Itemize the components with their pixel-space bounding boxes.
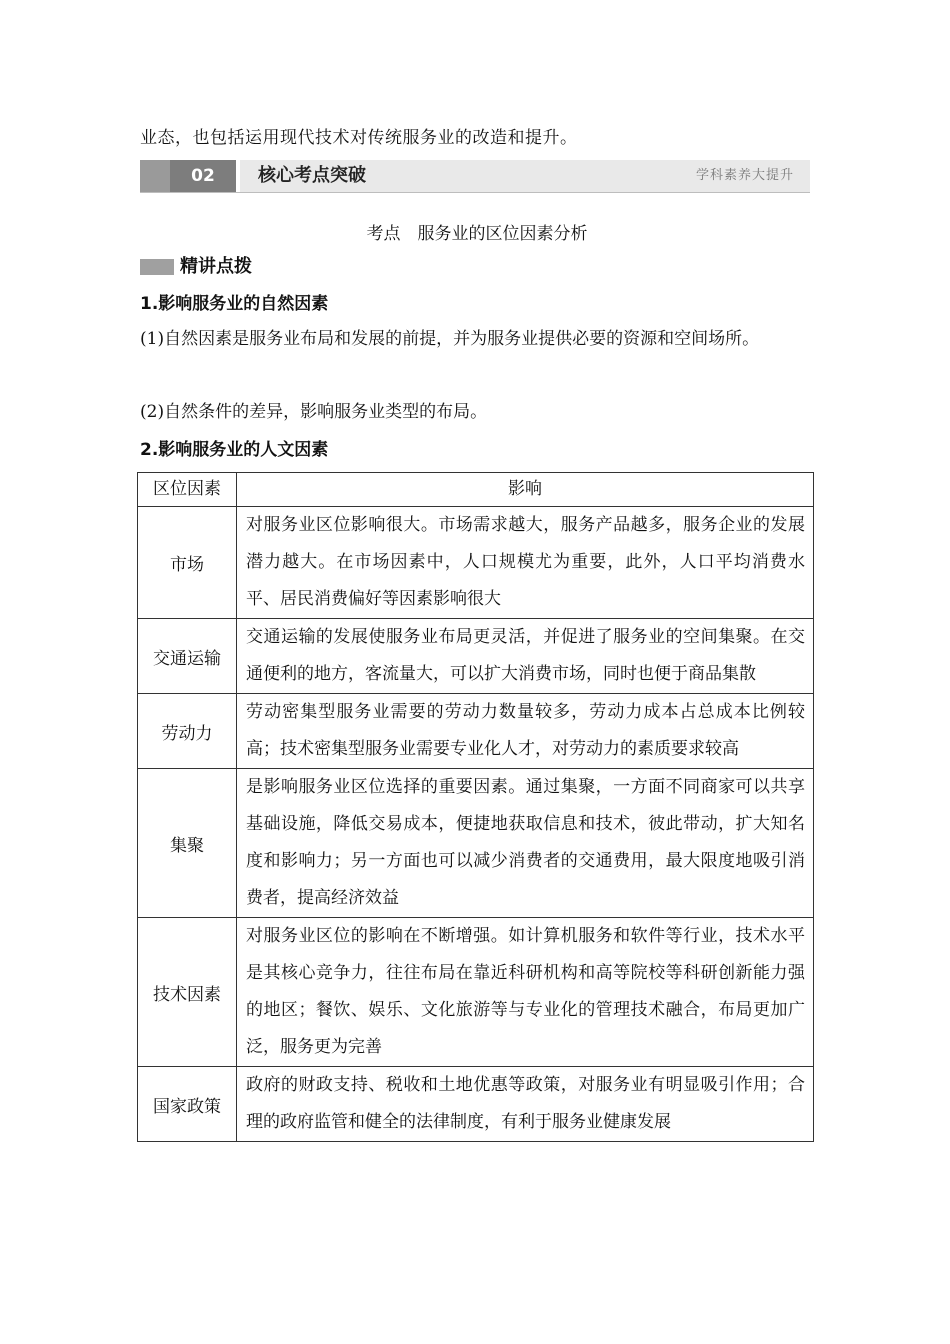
banner-number: 02	[170, 160, 236, 192]
effect-cell: 劳动密集型服务业需要的劳动力数量较多，劳动力成本占总成本比例较高；技术密集型服务业需要专业化人才，对劳动力的素质要求较高	[237, 694, 814, 769]
factor-cell: 集聚	[138, 769, 237, 918]
factor-cell: 国家政策	[138, 1067, 237, 1142]
table-row	[138, 1067, 814, 1142]
section-banner	[140, 160, 810, 193]
table-row	[138, 619, 814, 694]
table-row	[138, 769, 814, 918]
header-factor: 区位因素	[138, 473, 237, 507]
sub-heading-marker	[140, 259, 174, 275]
sub-heading-label: 精讲点拨	[180, 256, 252, 277]
table-row	[138, 694, 814, 769]
table-header-row	[138, 473, 814, 507]
table-row	[138, 918, 814, 1067]
table-row	[138, 507, 814, 619]
banner-accent	[140, 160, 170, 192]
banner-title: 核心考点突破	[258, 165, 366, 186]
effect-cell: 对服务业区位的影响在不断增强。如计算机服务和软件等行业，技术水平是其核心竞争力，往往布局在靠近科研机构和高等院校等科研创新能力强的地区；餐饮、娱乐、文化旅游等与专业化的管理技术融合，布局更加广泛，服务更为完善	[237, 918, 814, 1067]
effect-cell: 是影响服务业区位选择的重要因素。通过集聚，一方面不同商家可以共享基础设施，降低交易成本，便捷地获取信息和技术，彼此带动，扩大知名度和影响力；另一方面也可以减少消费者的交通费用，最大限度地吸引消费者，提高经济效益	[237, 769, 814, 918]
point-2-heading: 2.影响服务业的人文因素	[140, 440, 329, 460]
effect-cell: 对服务业区位影响很大。市场需求越大，服务产品越多，服务企业的发展潜力越大。在市场因素中，人口规模尤为重要，此外，人口平均消费水平、居民消费偏好等因素影响很大	[237, 507, 814, 619]
banner-subtitle: 学科素养大提升	[695, 168, 794, 183]
point-1-item-2: (2)自然条件的差异，影响服务业类型的布局。	[140, 402, 488, 422]
factor-cell: 市场	[138, 507, 237, 619]
point-1-heading: 1.影响服务业的自然因素	[140, 294, 329, 314]
header-effect: 影响	[237, 473, 814, 507]
intro-paragraph: 业态，也包括运用现代技术对传统服务业的改造和提升。	[140, 128, 578, 148]
banner-divider	[236, 160, 240, 192]
effect-cell: 政府的财政支持、税收和土地优惠等政策，对服务业有明显吸引作用；合理的政府监管和健全的法律制度，有利于服务业健康发展	[237, 1067, 814, 1142]
factor-cell: 交通运输	[138, 619, 237, 694]
factors-table	[137, 472, 814, 1142]
factor-cell: 劳动力	[138, 694, 237, 769]
factor-cell: 技术因素	[138, 918, 237, 1067]
section-heading: 考点 服务业的区位因素分析	[366, 224, 588, 244]
effect-cell: 交通运输的发展使服务业布局更灵活，并促进了服务业的空间集聚。在交通便利的地方，客流量大，可以扩大消费市场，同时也便于商品集散	[237, 619, 814, 694]
point-1-item-1: (1)自然因素是服务业布局和发展的前提，并为服务业提供必要的资源和空间场所。	[140, 329, 760, 349]
